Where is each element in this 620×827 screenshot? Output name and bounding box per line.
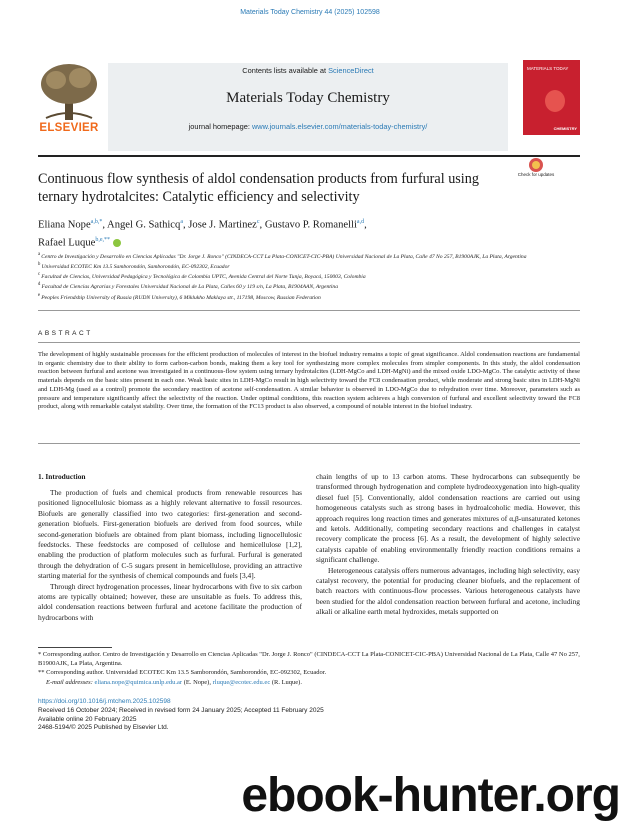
check-updates-label[interactable]: Check for updates — [517, 172, 555, 177]
affiliation-item — [38, 271, 583, 281]
author-name[interactable]: Angel G. Sathicq — [107, 219, 181, 231]
sciencedirect-link[interactable]: ScienceDirect — [328, 66, 374, 75]
affiliation-text: Facultad de Ciencias Agrarias y Forestales Universidad Nacional de La Plata, Calles 60 y 119 s/n, La Plata, B1904AAN, Argentina — [41, 284, 339, 291]
copyright: 2468-5194/© 2025 Published by Elsevier Ltd. — [38, 724, 169, 732]
body-column-left — [38, 488, 302, 623]
email-owner-luque: (R. Luque). — [270, 678, 302, 686]
email-label: E-mail addresses: — [46, 678, 95, 686]
footnote-emails — [38, 678, 583, 687]
author-name[interactable]: Gustavo P. Romanelli — [264, 219, 357, 231]
affiliation-marker: b — [38, 262, 42, 268]
author-name[interactable]: Eliana Nope — [38, 219, 91, 231]
cover-bottom-text: CHEMISTRY — [553, 126, 577, 131]
cover-graphic — [545, 90, 565, 112]
abstract-bottom-rule — [38, 443, 580, 444]
author-affiliation-marker[interactable]: a — [180, 219, 183, 225]
author-name[interactable]: Rafael Luque — [38, 237, 96, 249]
affiliation-marker: a — [38, 252, 42, 257]
journal-citation[interactable]: Materials Today Chemistry 44 (2025) 102598 — [240, 9, 380, 16]
email-link-luque[interactable]: rluque@ecotec.edu.ec — [212, 678, 271, 686]
doi-link[interactable]: https://doi.org/10.1016/j.mtchem.2025.102598 — [38, 698, 171, 705]
affiliation-item — [38, 251, 583, 261]
paragraph: Heterogeneous catalysis offers numerous advantages, including high selectivity, easy catalyst recovery, the potential for producing cleaner biofuels, and the replacement of batch reactors with continuous-flow processes. Various heterogeneous catalysts have been studied for the aldol condensation reaction between furfural and acetone, including alkali or alkaline earth metal hydroxides, metals supported on — [316, 565, 580, 617]
footnotes — [38, 650, 583, 687]
paragraph: Through direct hydrogenation processes, linear hydrocarbons with five to six carbon atoms are typically obtained; however, these are unsuitable as fuels. To address this, aldol condensation reactions between furfural and acetone facilitate the production of hydrocarbons with — [38, 581, 302, 622]
article-title: Continuous flow synthesis of aldol condensation products from furfural using ternary hydrotalcites: Catalytic efficiency and selectivity — [38, 171, 479, 205]
homepage-link[interactable]: www.journals.elsevier.com/materials-today-chemistry/ — [251, 122, 428, 131]
author-name[interactable]: Jose J. Martinez — [188, 219, 257, 231]
author-separator: , — [182, 219, 189, 231]
journal-header-box — [108, 63, 508, 151]
orcid-icon[interactable] — [113, 239, 121, 247]
publication-info — [38, 698, 438, 733]
abstract-top-rule — [38, 342, 580, 343]
author-affiliation-marker[interactable]: a,b,* — [90, 219, 103, 225]
contents-prefix: Contents lists available at — [242, 66, 329, 75]
affiliation-item — [38, 281, 583, 291]
author-separator: , — [364, 219, 367, 231]
affiliation-text: Peoples Friendship University of Russia (RUDN University), 6 Miklukho Maklaya str., 117198, Moscow, Russian Federation — [41, 294, 321, 301]
affiliation-text: Facultad de Ciencias, Universidad Pedagógica y Tecnológica de Colombia UPTC, Avenida Central del Norte Tunja, Boyacá, 150003, Colombia — [41, 274, 366, 281]
homepage-prefix: journal homepage: — [188, 122, 252, 131]
header-divider — [38, 155, 580, 157]
affiliation-item — [38, 261, 583, 271]
affiliation-text: Universidad ECOTEC Km 13.5 Samborondón, Samborondón, EC-092302, Ecuador — [41, 264, 230, 271]
homepage-line — [108, 122, 508, 131]
author-affiliation-marker[interactable]: c — [256, 219, 260, 225]
journal-cover-image[interactable] — [523, 60, 580, 135]
received-dates: Received 16 October 2024; Received in revised form 24 January 2025; Accepted 11 February 2025 — [38, 706, 324, 714]
footnote-rule — [38, 647, 112, 648]
author-separator: , — [259, 219, 265, 231]
watermark-text: ebook-hunter.org — [241, 769, 620, 822]
author-affiliation-marker[interactable]: a,d — [356, 219, 365, 225]
affiliation-marker: d — [38, 282, 42, 288]
abstract-body: The development of highly sustainable processes for the efficient production of molecules of interest in the biofuel industry remains a topic of great significance. Aldol condensation reactions are fundamental in organic chemistry due to their ability to form carbon-carbon bonds, making them a key tool for synthesizing more complex molecules from simpler components. In this study, the aldol condensation reaction between furfural and acetone was investigated in a continuous-flow system using ternary hydrotalcites (LDH-MgCo and LDH-MgNi) and the mixed oxide LDO-MgCo. The catalytic activity of these materials depends on the basic sites present in each one. Weak basic sites in LDH-MgCo result in high selectivity toward the FC8 condensation product, while moderate and strong basic sites in LDH-MgNi and LDH-Mg (used as a control) promote the secondary reaction of acetone self-condensation. A similar behavior is observed in LDO-MgCo due to rehydration over time. Moreover, parameters such as pressure and temperature significantly affect the selectivity of the reaction. Under optimal conditions, this reaction system achieves a high conversion of furfural and excellent selectivity toward the FC8 product, along with remarkable catalyst stability. Over time, the formation of the FC13 product is also observed, a compound of notable interest in the biofuel industry. — [38, 351, 580, 411]
contents-line — [108, 66, 508, 75]
footnote-corresponding-1: * Corresponding author. Centro de Investigación y Desarrollo en Ciencias Aplicadas "Dr. Jorge J. Ronco" (CINDECA-CCT La Plata-CONICET-CIC-PBA) Universidad Nacional de La Plata, Calle 47 No 257, B1900AJK, La Plata, Argentina. — [38, 651, 580, 668]
footnote-corresponding-2: ** Corresponding author. Universidad ECOTEC Km 13.5 Samborondón, Samborondón, EC-092302, Ecuador. — [38, 669, 327, 677]
affiliation-item — [38, 292, 583, 302]
affiliation-divider — [38, 310, 580, 311]
cover-top-text: MATERIALS TODAY — [527, 66, 569, 71]
publisher-name: ELSEVIER — [39, 122, 99, 134]
affiliation-text: Centro de Investigación y Desarrollo en Ciencias Aplicadas "Dr. Jorge J. Ronco" (CINDECA-CCT La Plata-CONICET-CIC-PBA) Universidad Nacional de La Plata, Calle 47 No 257, B1900AJK, La Plata, Argentina — [41, 253, 527, 260]
affiliation-list — [38, 251, 583, 302]
body-column-right — [316, 472, 580, 618]
email-owner-nope: (E. Nope), — [182, 678, 213, 686]
section-heading-introduction: 1. Introduction — [38, 472, 86, 481]
paragraph: chain lengths of up to 13 carbon atoms. These hydrocarbons can subsequently be transformed through hydrogenation and complete hydrodeoxygenation into high-quality diesel fuel [5]. Conventionally, aldol condensation reactions are carried out using homogeneous catalysts such as strong bases in hydroalcoholic media. However, this approach requires long reaction times and generates mixtures of α,β-unsaturated ketones and ketols. Additionally, competing secondary reactions and challenges in catalyst recovery complicate the process [6]. As a result, the development of highly selective catalysts capable of enabling environmentally friendly reaction conditions remains a significant challenge. — [316, 472, 580, 565]
paragraph: The production of fuels and chemical products from renewable resources has positioned lignocellulosic biomass as a highly relevant alternative to fossil resources. Biofuels are generally classified into two categories: first-generation and second-generation biofuels. First-generation biofuels are derived from food sources, while second-generation biofuels are obtained from plant biomass, including lignocellulosic feedstocks. These feedstocks are composed of cellulose and hemicellulose [1,2], enabling the production of platform molecules such as furfural. Furfural is generated through the dehydration of C-5 sugars present in hemicellulose, providing an attractive starting material for the synthesis of chemical compounds and fuels [3,4]. — [38, 488, 302, 581]
author-list — [38, 215, 578, 250]
affiliation-marker: e — [38, 292, 42, 298]
abstract-heading: ABSTRACT — [38, 330, 93, 337]
journal-title: Materials Today Chemistry — [226, 90, 390, 106]
affiliation-marker: c — [38, 272, 42, 278]
author-separator: , — [102, 219, 108, 231]
author-affiliation-marker[interactable]: b,e,** — [95, 236, 111, 243]
available-online: Available online 20 February 2025 — [38, 715, 137, 723]
email-link-nope[interactable]: eliana.nope@quimica.unlp.edu.ar — [94, 678, 183, 686]
